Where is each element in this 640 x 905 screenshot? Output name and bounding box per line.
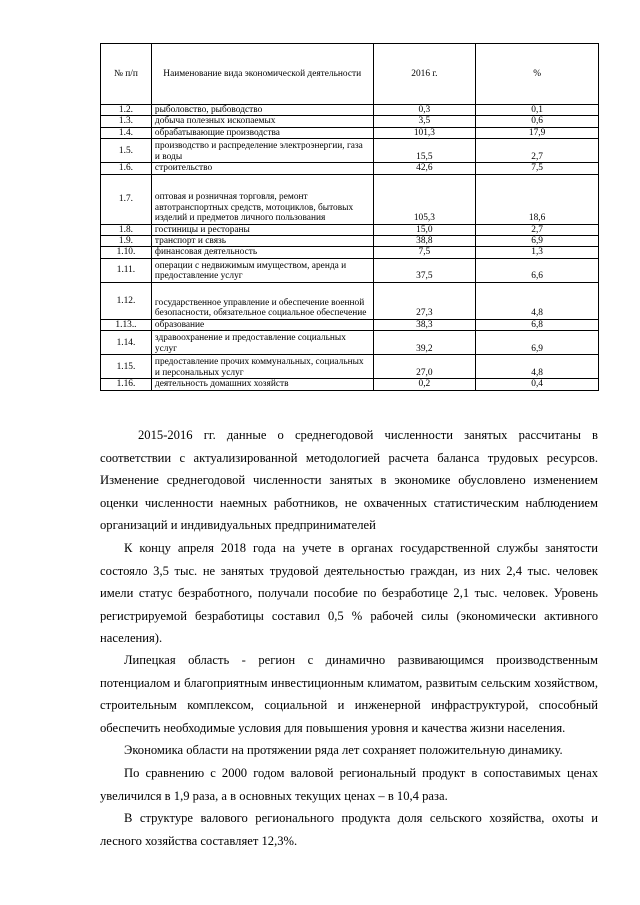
value-2016: 15,5 — [373, 139, 476, 163]
value-2016: 105,3 — [373, 174, 476, 224]
row-number: 1.6. — [101, 163, 152, 174]
value-2016: 0,2 — [373, 379, 476, 390]
paragraph-agriculture-share: В структуре валового регионального продукта доля сельского хозяйства, охоты и лесного хозяйства составляет 12,3%. — [100, 811, 598, 848]
row-number: 1.9. — [101, 236, 152, 247]
activity-name: здравоохранение и предоставление социальных услуг — [151, 331, 373, 355]
economic-activity-table — [100, 43, 599, 391]
value-2016: 3,5 — [373, 116, 476, 127]
activity-name: рыболовство, рыбоводство — [151, 105, 373, 116]
activity-name: оптовая и розничная торговля, ремонт автотранспортных средств, мотоциклов, бытовых изделий и предметов личного пользования — [151, 174, 373, 224]
percent-share: 6,8 — [476, 319, 599, 330]
value-2016: 39,2 — [373, 331, 476, 355]
row-number: 1.16. — [101, 379, 152, 390]
header-year: 2016 г. — [373, 44, 476, 105]
paragraph-employment-methodology: 2015-2016 гг. данные о среднегодовой численности занятых рассчитаны в соответствии с актуализированной методологией расчета баланса трудовых ресурсов. Изменение среднегодовой численности занятых в экономике обусловлено изменением оценки численности наемных работников, не охваченных статистическим наблюдением организаций и индивидуальных предпринимателей — [100, 428, 598, 532]
row-number: 1.7. — [101, 174, 152, 224]
value-2016: 101,3 — [373, 127, 476, 138]
activity-name: производство и распределение электроэнергии, газа и воды — [151, 139, 373, 163]
percent-share: 0,4 — [476, 379, 599, 390]
table-row — [101, 174, 599, 224]
value-2016: 7,5 — [373, 247, 476, 258]
paragraph-region-overview: Липецкая область - регион с динамично развивающимся производственным потенциалом и благоприятным инвестиционным климатом, развитым сельским хозяйством, строительным комплексом, социальной и инженерной инфраструктурой, способный обеспечить необходимые условия для повышения уровня и качества жизни населения. — [100, 653, 598, 735]
table-row — [101, 163, 599, 174]
value-2016: 27,3 — [373, 282, 476, 319]
percent-share: 2,7 — [476, 139, 599, 163]
value-2016: 37,5 — [373, 258, 476, 282]
table-row — [101, 224, 599, 235]
activity-name: деятельность домашних хозяйств — [151, 379, 373, 390]
percent-share: 4,8 — [476, 355, 599, 379]
activity-name: государственное управление и обеспечение военной безопасности, обязательное социальное обеспечение — [151, 282, 373, 319]
activity-name: операции с недвижимым имуществом, аренда и предоставление услуг — [151, 258, 373, 282]
activity-name: обрабатывающие производства — [151, 127, 373, 138]
percent-share: 6,9 — [476, 331, 599, 355]
table-row — [101, 247, 599, 258]
table-row — [101, 139, 599, 163]
value-2016: 0,3 — [373, 105, 476, 116]
row-number: 1.10. — [101, 247, 152, 258]
row-number: 1.12. — [101, 282, 152, 319]
percent-share: 1,3 — [476, 247, 599, 258]
table-row — [101, 331, 599, 355]
row-number: 1.14. — [101, 331, 152, 355]
activity-name: гостиницы и рестораны — [151, 224, 373, 235]
paragraph-economy-dynamics: Экономика области на протяжении ряда лет сохраняет положительную динамику. — [124, 743, 563, 757]
row-number: 1.5. — [101, 139, 152, 163]
row-number: 1.4. — [101, 127, 152, 138]
percent-share: 17,9 — [476, 127, 599, 138]
table-row — [101, 116, 599, 127]
header-name: Наименование вида экономической деятельности — [151, 44, 373, 105]
row-number: 1.3. — [101, 116, 152, 127]
activity-name: транспорт и связь — [151, 236, 373, 247]
percent-share: 0,6 — [476, 116, 599, 127]
activity-name: строительство — [151, 163, 373, 174]
value-2016: 42,6 — [373, 163, 476, 174]
value-2016: 38,3 — [373, 319, 476, 330]
table-row — [101, 355, 599, 379]
header-pct: % — [476, 44, 599, 105]
activity-name: добыча полезных ископаемых — [151, 116, 373, 127]
percent-share: 0,1 — [476, 105, 599, 116]
percent-share: 2,7 — [476, 224, 599, 235]
paragraph-unemployment: К концу апреля 2018 года на учете в органах государственной службы занятости состояло 3,5 тыс. не занятых трудовой деятельностью граждан, из них 2,4 тыс. человек имели статус безработного, получали пособие по безработице 2,1 тыс. человек. Уровень регистрируемой безработицы составил 0,5 % рабочей силы (экономически активного населения). — [100, 541, 598, 645]
percent-share: 6,6 — [476, 258, 599, 282]
table-row — [101, 127, 599, 138]
value-2016: 27,0 — [373, 355, 476, 379]
row-number: 1.13.. — [101, 319, 152, 330]
percent-share: 7,5 — [476, 163, 599, 174]
percent-share: 18,6 — [476, 174, 599, 224]
table-header-row — [101, 44, 599, 105]
header-num: № п/п — [101, 44, 152, 105]
row-number: 1.8. — [101, 224, 152, 235]
table-row — [101, 236, 599, 247]
value-2016: 15,0 — [373, 224, 476, 235]
activity-name: образование — [151, 319, 373, 330]
table-row — [101, 105, 599, 116]
table-row — [101, 379, 599, 390]
table-row — [101, 282, 599, 319]
row-number: 1.2. — [101, 105, 152, 116]
percent-share: 4,8 — [476, 282, 599, 319]
row-number: 1.15. — [101, 355, 152, 379]
paragraph-grp-growth: По сравнению с 2000 годом валовой региональный продукт в сопоставимых ценах увеличился в 1,9 раза, а в основных текущих ценах – в 10,4 раза. — [100, 766, 598, 803]
activity-name: финансовая деятельность — [151, 247, 373, 258]
activity-name: предоставление прочих коммунальных, социальных и персональных услуг — [151, 355, 373, 379]
table-row — [101, 319, 599, 330]
value-2016: 38,8 — [373, 236, 476, 247]
row-number: 1.11. — [101, 258, 152, 282]
percent-share: 6,9 — [476, 236, 599, 247]
table-row — [101, 258, 599, 282]
